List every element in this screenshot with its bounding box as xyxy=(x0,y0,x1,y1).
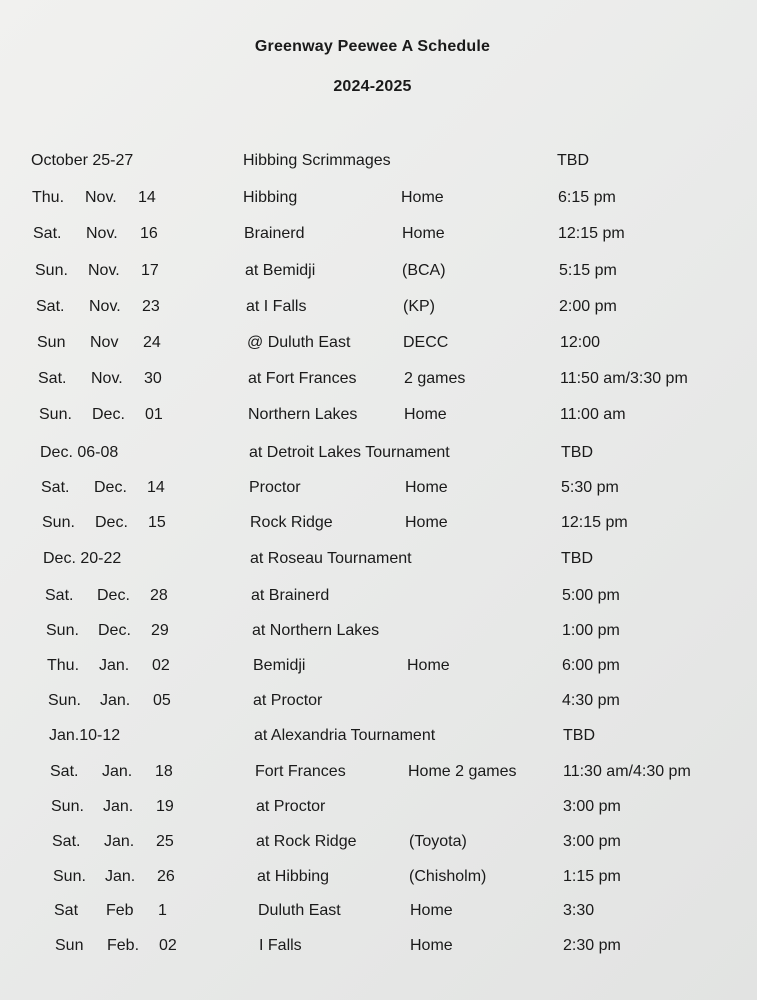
game-time: 12:15 pm xyxy=(561,514,628,531)
month: Dec. xyxy=(94,479,127,496)
opponent: at Northern Lakes xyxy=(252,622,380,639)
opponent: at Proctor xyxy=(256,798,326,815)
location: Home xyxy=(402,225,445,242)
game-time: 11:30 am/4:30 pm xyxy=(563,763,691,780)
date-range: Dec. 06-08 xyxy=(40,444,119,461)
opponent: @ Duluth East xyxy=(247,334,351,351)
schedule-row xyxy=(0,657,757,679)
day-of-week: Sat. xyxy=(50,763,79,780)
location: (Toyota) xyxy=(409,833,467,850)
game-time: 3:00 pm xyxy=(563,833,621,850)
opponent: Northern Lakes xyxy=(248,406,358,423)
location: Home xyxy=(410,902,453,919)
opponent: at Rock Ridge xyxy=(256,833,357,850)
day-of-week: Sat. xyxy=(45,587,74,604)
game-time: 5:00 pm xyxy=(562,587,620,604)
opponent: at Alexandria Tournament xyxy=(254,727,436,744)
month: Jan. xyxy=(102,763,133,780)
opponent: at Detroit Lakes Tournament xyxy=(249,444,450,461)
opponent: at Roseau Tournament xyxy=(250,550,412,567)
opponent: Brainerd xyxy=(244,225,305,242)
month: Feb. xyxy=(107,937,140,954)
schedule-row xyxy=(0,370,757,392)
schedule-row xyxy=(0,298,757,320)
opponent: at Fort Frances xyxy=(248,370,357,387)
schedule-row xyxy=(0,692,757,714)
day-of-week: Thu. xyxy=(32,189,65,206)
location: 2 games xyxy=(404,370,466,387)
month: Jan. xyxy=(105,868,136,885)
location: Home xyxy=(407,657,450,674)
opponent: at Hibbing xyxy=(257,868,330,885)
location: Home xyxy=(405,514,448,531)
date-range: October 25-27 xyxy=(31,152,134,169)
day-of-week: Sun xyxy=(37,334,66,351)
day-number: 28 xyxy=(150,587,168,604)
day-of-week: Sat. xyxy=(41,479,70,496)
day-number: 26 xyxy=(157,868,175,885)
opponent: at I Falls xyxy=(246,298,307,315)
schedule-row xyxy=(0,868,757,890)
schedule-row xyxy=(0,727,757,749)
day-of-week: Sun xyxy=(55,937,84,954)
day-number: 17 xyxy=(141,262,159,279)
game-time: 2:30 pm xyxy=(563,937,621,954)
game-time: 5:15 pm xyxy=(559,262,617,279)
opponent: I Falls xyxy=(259,937,302,954)
day-number: 16 xyxy=(140,225,158,242)
opponent: at Proctor xyxy=(253,692,323,709)
location: (Chisholm) xyxy=(409,868,487,885)
schedule-title: Greenway Peewee A Schedule xyxy=(254,38,491,55)
schedule-row xyxy=(0,262,757,284)
day-number: 02 xyxy=(152,657,170,674)
game-time: 1:15 pm xyxy=(563,868,621,885)
schedule-row xyxy=(0,833,757,855)
location: Home xyxy=(405,479,448,496)
location: Home xyxy=(410,937,453,954)
month: Nov. xyxy=(85,189,117,206)
month: Jan. xyxy=(99,657,130,674)
location: Home 2 games xyxy=(408,763,517,780)
schedule-row xyxy=(0,937,757,959)
day-number: 19 xyxy=(156,798,174,815)
month: Nov xyxy=(90,334,119,351)
opponent: Bemidji xyxy=(253,657,306,674)
location: (BCA) xyxy=(402,262,446,279)
game-time: 6:00 pm xyxy=(562,657,620,674)
opponent: Fort Frances xyxy=(255,763,346,780)
day-of-week: Sun. xyxy=(46,622,79,639)
opponent: Hibbing xyxy=(243,189,298,206)
day-number: 14 xyxy=(147,479,165,496)
game-time: 1:00 pm xyxy=(562,622,620,639)
day-number: 18 xyxy=(155,763,173,780)
schedule-row xyxy=(0,514,757,536)
day-number: 14 xyxy=(138,189,156,206)
schedule-row xyxy=(0,152,757,174)
month: Nov. xyxy=(89,298,121,315)
day-number: 29 xyxy=(151,622,169,639)
season-label: 2024-2025 xyxy=(333,78,412,95)
opponent: Proctor xyxy=(249,479,301,496)
opponent: Duluth East xyxy=(258,902,341,919)
day-number: 24 xyxy=(143,334,161,351)
day-of-week: Sat. xyxy=(38,370,67,387)
schedule-row xyxy=(0,406,757,428)
day-of-week: Sun. xyxy=(53,868,86,885)
schedule-row xyxy=(0,189,757,211)
day-of-week: Sat xyxy=(54,902,79,919)
day-of-week: Sat. xyxy=(33,225,62,242)
day-number: 25 xyxy=(156,833,174,850)
schedule-row xyxy=(0,622,757,644)
game-time: 5:30 pm xyxy=(561,479,619,496)
month: Dec. xyxy=(92,406,125,423)
game-time: TBD xyxy=(561,444,593,461)
day-of-week: Sat. xyxy=(52,833,81,850)
day-of-week: Sat. xyxy=(36,298,65,315)
game-time: 11:00 am xyxy=(560,406,626,423)
location: (KP) xyxy=(403,298,435,315)
day-of-week: Sun. xyxy=(39,406,72,423)
day-number: 02 xyxy=(159,937,177,954)
day-of-week: Sun. xyxy=(51,798,84,815)
month: Nov. xyxy=(91,370,123,387)
month: Dec. xyxy=(97,587,130,604)
opponent: at Bemidji xyxy=(245,262,316,279)
game-time: TBD xyxy=(563,727,595,744)
schedule-row xyxy=(0,798,757,820)
month: Feb xyxy=(106,902,134,919)
schedule-row xyxy=(0,902,757,924)
opponent: Rock Ridge xyxy=(250,514,333,531)
day-of-week: Sun. xyxy=(42,514,75,531)
month: Dec. xyxy=(95,514,128,531)
month: Nov. xyxy=(88,262,120,279)
schedule-row xyxy=(0,550,757,572)
opponent: Hibbing Scrimmages xyxy=(243,152,391,169)
game-time: TBD xyxy=(561,550,593,567)
game-time: 12:15 pm xyxy=(558,225,625,242)
schedule-row xyxy=(0,334,757,356)
schedule-row xyxy=(0,225,757,247)
month: Jan. xyxy=(100,692,131,709)
schedule-row xyxy=(0,763,757,785)
game-time: 6:15 pm xyxy=(558,189,616,206)
location: Home xyxy=(401,189,444,206)
game-time: 11:50 am/3:30 pm xyxy=(560,370,688,387)
schedule-row xyxy=(0,587,757,609)
day-of-week: Sun. xyxy=(48,692,81,709)
game-time: 12:00 xyxy=(560,334,601,351)
opponent: at Brainerd xyxy=(251,587,330,604)
day-number: 1 xyxy=(158,902,167,919)
date-range: Jan.10-12 xyxy=(49,727,121,744)
schedule-row xyxy=(0,479,757,501)
game-time: 3:30 xyxy=(563,902,595,919)
game-time: TBD xyxy=(557,152,589,169)
month: Jan. xyxy=(103,798,134,815)
day-number: 15 xyxy=(148,514,166,531)
date-range: Dec. 20-22 xyxy=(43,550,122,567)
day-number: 05 xyxy=(153,692,171,709)
day-number: 30 xyxy=(144,370,162,387)
location: Home xyxy=(404,406,447,423)
day-number: 23 xyxy=(142,298,160,315)
schedule-row xyxy=(0,444,757,466)
day-of-week: Sun. xyxy=(35,262,68,279)
location: DECC xyxy=(403,334,449,351)
game-time: 4:30 pm xyxy=(562,692,620,709)
month: Jan. xyxy=(104,833,135,850)
month: Dec. xyxy=(98,622,131,639)
month: Nov. xyxy=(86,225,118,242)
game-time: 2:00 pm xyxy=(559,298,617,315)
game-time: 3:00 pm xyxy=(563,798,621,815)
day-number: 01 xyxy=(145,406,163,423)
day-of-week: Thu. xyxy=(47,657,80,674)
